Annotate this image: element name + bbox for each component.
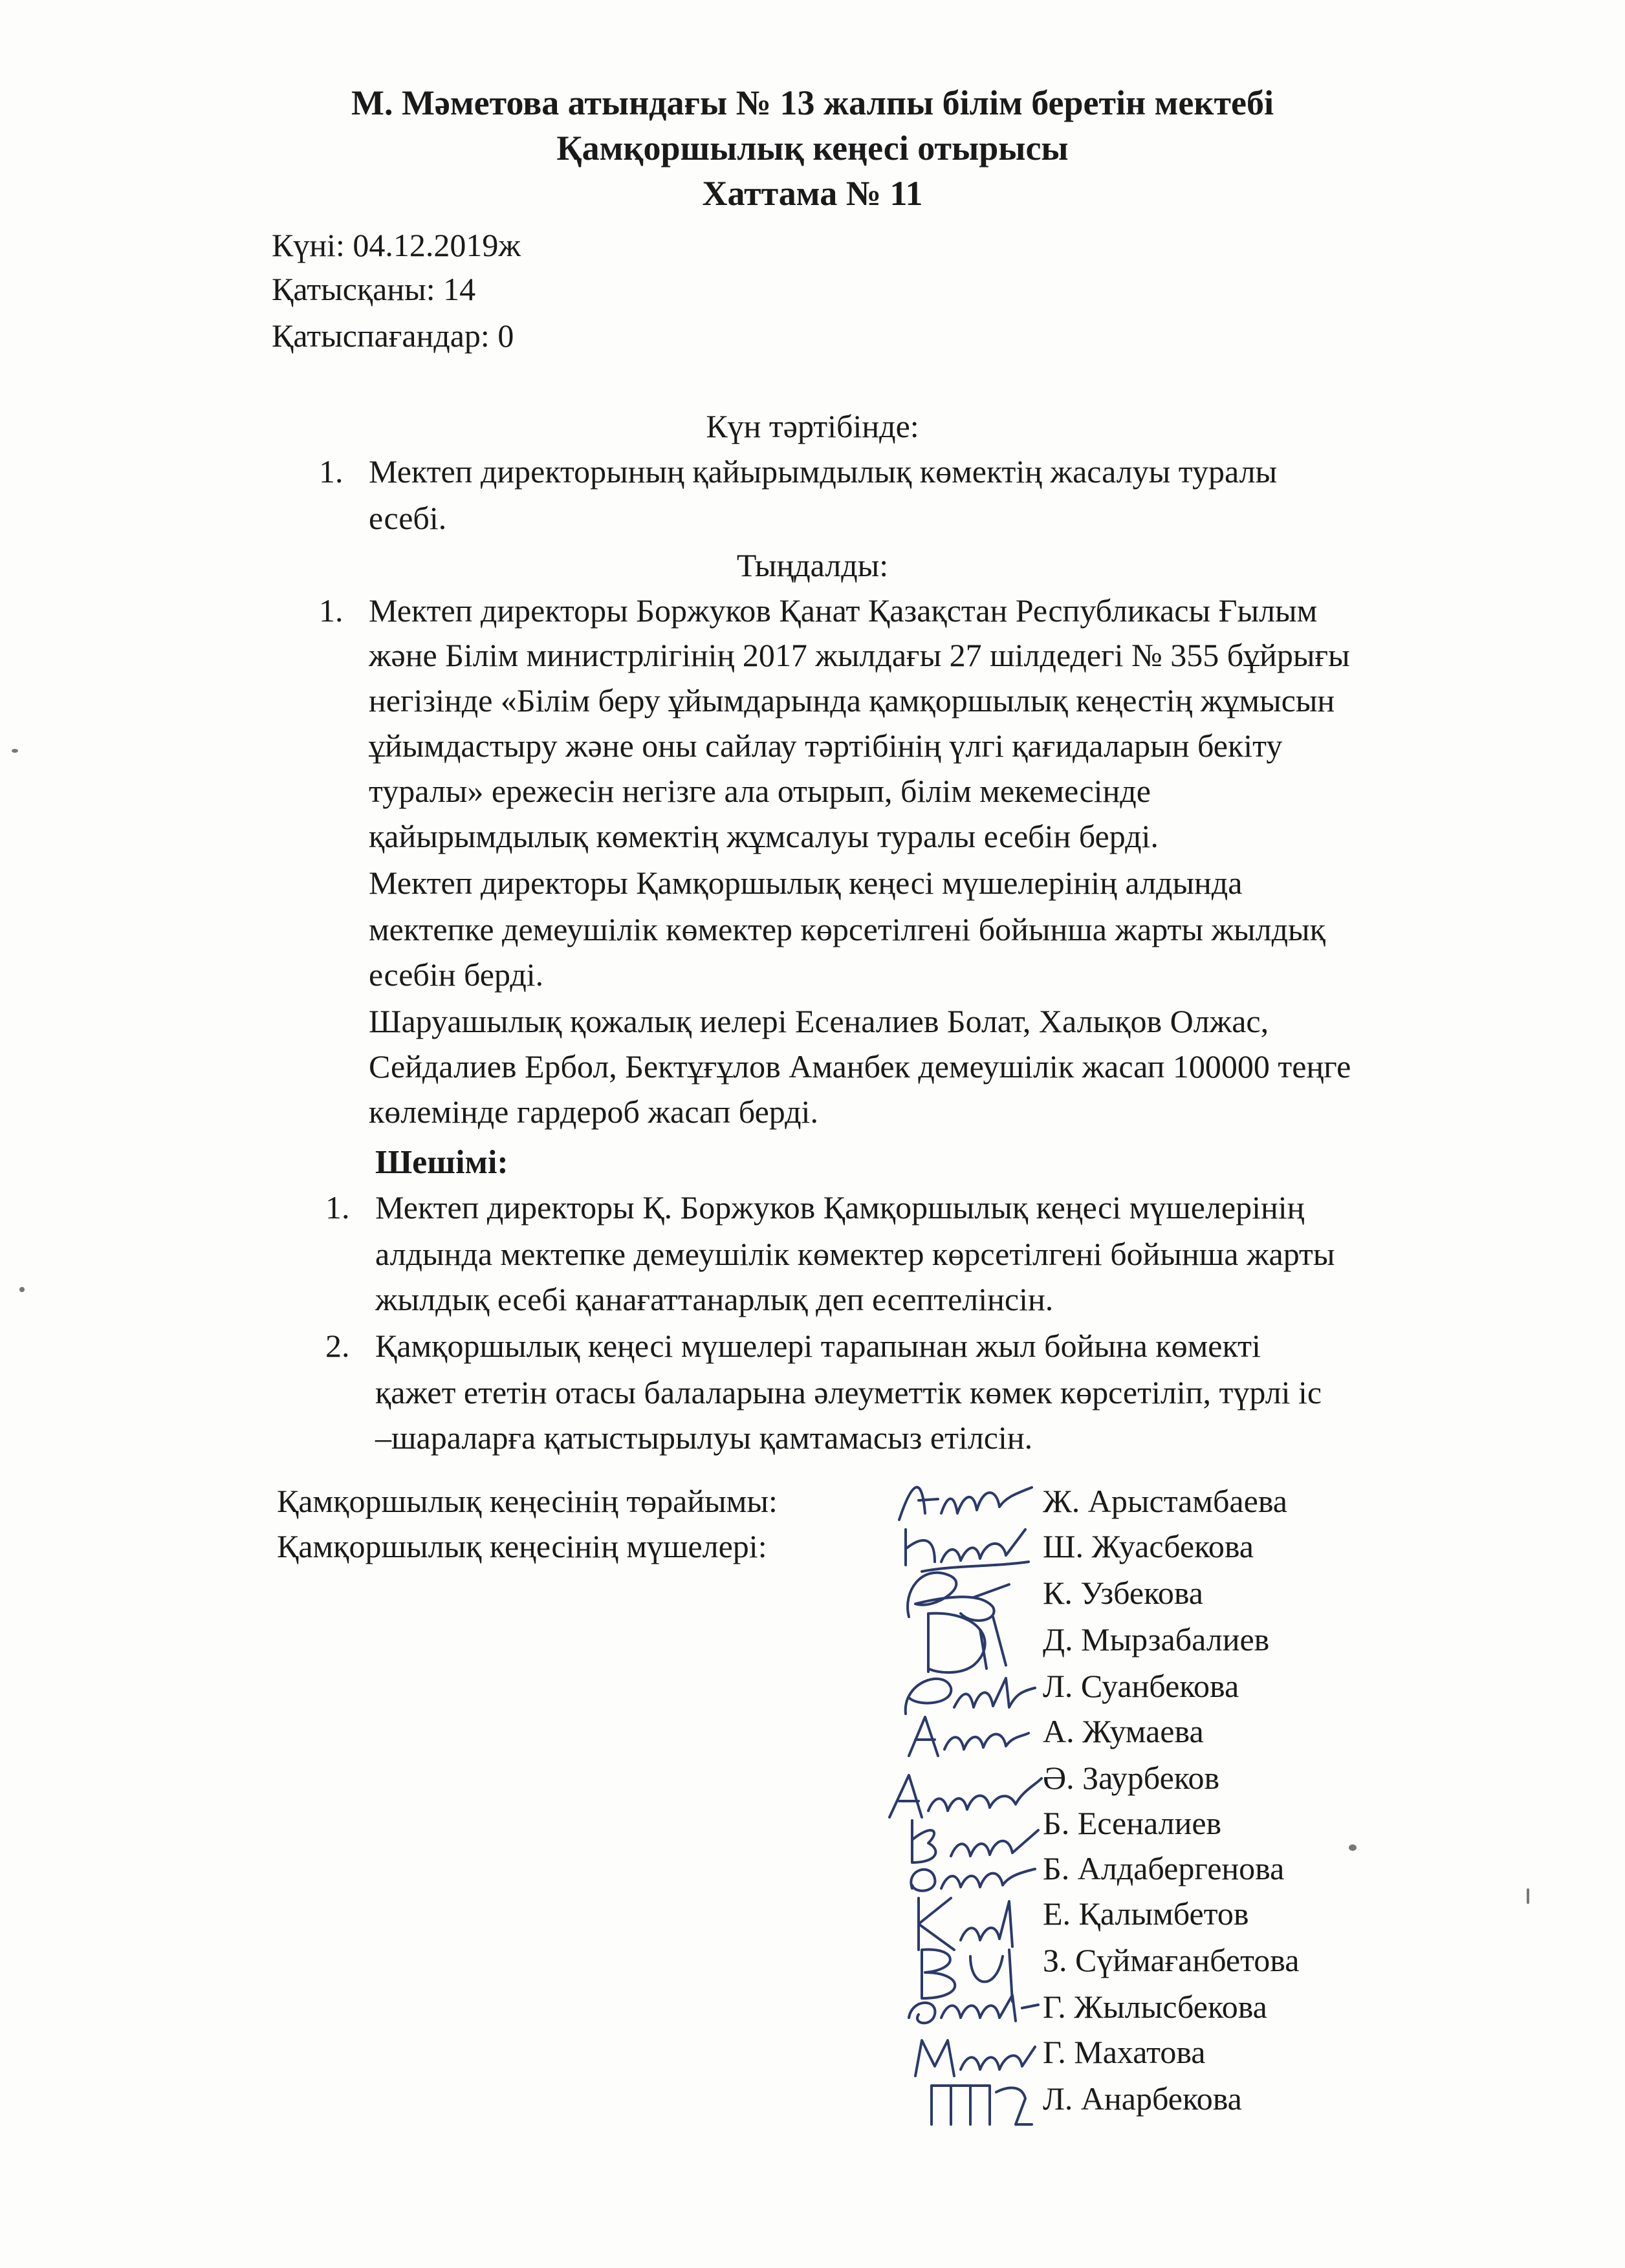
member-name: Л. Анарбекова	[1043, 2080, 1242, 2117]
decision-line: алдында мектепке демеушілік көмектер көрсетілгені бойынша жарты	[375, 1236, 1335, 1272]
meeting-title: Қамқоршылық кеңесі отырысы	[556, 129, 1069, 167]
members-label: Қамқоршылық кеңесінің мүшелері:	[277, 1528, 767, 1564]
decision-line: Қамқоршылық кеңесі мүшелері тарапынан жыл бойына көмекті	[375, 1328, 1261, 1364]
heard-line: Мектеп директоры Боржуков Қанат Қазақстан Республикасы Ғылым	[369, 592, 1318, 629]
decision-line: қажет ететін отасы балаларына әлеуметтік көмек көрсетіліп, түрлі іс	[375, 1374, 1322, 1410]
member-name: Л. Суанбекова	[1043, 1668, 1239, 1704]
heard-line: негізінде «Білім беру ұйымдарында қамқоршылық кеңестің жұмысын	[369, 682, 1335, 718]
scan-speck	[12, 749, 18, 753]
member-name: Б. Есеналиев	[1043, 1805, 1222, 1841]
agenda-heading: Күн тәртібінде:	[706, 408, 919, 444]
member-name: З. Сүймағанбетова	[1043, 1942, 1300, 1978]
chair-label: Қамқоршылық кеңесінің төрайымы:	[277, 1483, 778, 1519]
heard-line: және Білім министрлігінің 2017 жылдағы 27 шілдедегі № 355 бұйрығы	[369, 637, 1350, 673]
member-name: Ш. Жуасбекова	[1043, 1528, 1254, 1564]
heard-line: көлемінде гардероб жасап берді.	[369, 1094, 818, 1130]
decision-line: жылдық есебі қанағаттанарлық деп есептелінсін.	[375, 1281, 1054, 1317]
heard-item-number: 1.	[319, 592, 344, 629]
scan-speck	[1527, 1888, 1529, 1904]
member-name: Г. Махатова	[1043, 2034, 1206, 2070]
school-title: М. Мәметова атындағы № 13 жалпы білім беретін мектебі	[351, 83, 1274, 122]
decision-heading: Шешімі:	[375, 1144, 508, 1181]
heard-line: ұйымдастыру және оны сайлау тәртібінің үлгі қағидаларын бекіту	[369, 728, 1283, 764]
member-name: Ж. Арыстамбаева	[1043, 1483, 1287, 1519]
signature-scribble	[919, 2073, 1035, 2134]
decision-line: –шараларға қатыстырылуы қамтамасыз етілсін.	[375, 1420, 1033, 1456]
protocol-title: Хаттама № 11	[702, 174, 923, 213]
scan-speck	[1349, 1844, 1357, 1851]
heard-line: есебін берді.	[369, 956, 544, 993]
agenda-item-number: 1.	[319, 453, 344, 490]
decision-line: Мектеп директоры Қ. Боржуков Қамқоршылық кеңесі мүшелерінің	[375, 1189, 1305, 1226]
signature-scribble	[899, 1982, 1042, 2034]
heard-line: Мектеп директоры Қамқоршылық кеңесі мүшелерінің алдында	[369, 865, 1243, 901]
heard-heading: Тыңдалды:	[736, 547, 889, 583]
heard-line: туралы» ережесін негізге ала отырып, білім мекемесінде	[369, 773, 1151, 809]
heard-line: қайырымдылық көмектің жұмсалуы туралы есебін берді.	[369, 818, 1159, 854]
member-name: Д. Мырзабалиев	[1043, 1621, 1270, 1658]
agenda-line: Мектеп директорының қайырымдылық көмектің жасалуы туралы	[369, 453, 1278, 490]
member-name: Е. Қалымбетов	[1043, 1895, 1249, 1932]
decision-item-number: 2.	[325, 1328, 350, 1364]
member-name: Б. Алдабергенова	[1043, 1850, 1285, 1886]
attendance-present: Қатысқаны: 14	[272, 271, 476, 307]
member-name: К. Узбекова	[1043, 1575, 1203, 1611]
heard-line: мектепке демеушілік көмектер көрсетілгені бойынша жарты жылдық	[369, 911, 1325, 947]
scan-speck	[19, 1287, 25, 1292]
meeting-date: Күні: 04.12.2019ж	[272, 227, 521, 263]
attendance-absent: Қатыспағандар: 0	[272, 318, 514, 354]
signature-scribble	[899, 1707, 1035, 1766]
member-name: А. Жумаева	[1043, 1713, 1204, 1749]
agenda-line: есебі.	[369, 500, 447, 536]
heard-line: Шаруашылық қожалық иелері Есеналиев Болат, Халықов Олжас,	[369, 1003, 1269, 1039]
member-name: Ә. Заурбеков	[1043, 1760, 1220, 1796]
heard-line: Сейдалиев Ербол, Бектұғұлов Аманбек демеушілік жасап 100000 теңге	[369, 1048, 1351, 1085]
decision-item-number: 1.	[325, 1189, 350, 1226]
member-name: Г. Жылысбекова	[1043, 1989, 1267, 2025]
